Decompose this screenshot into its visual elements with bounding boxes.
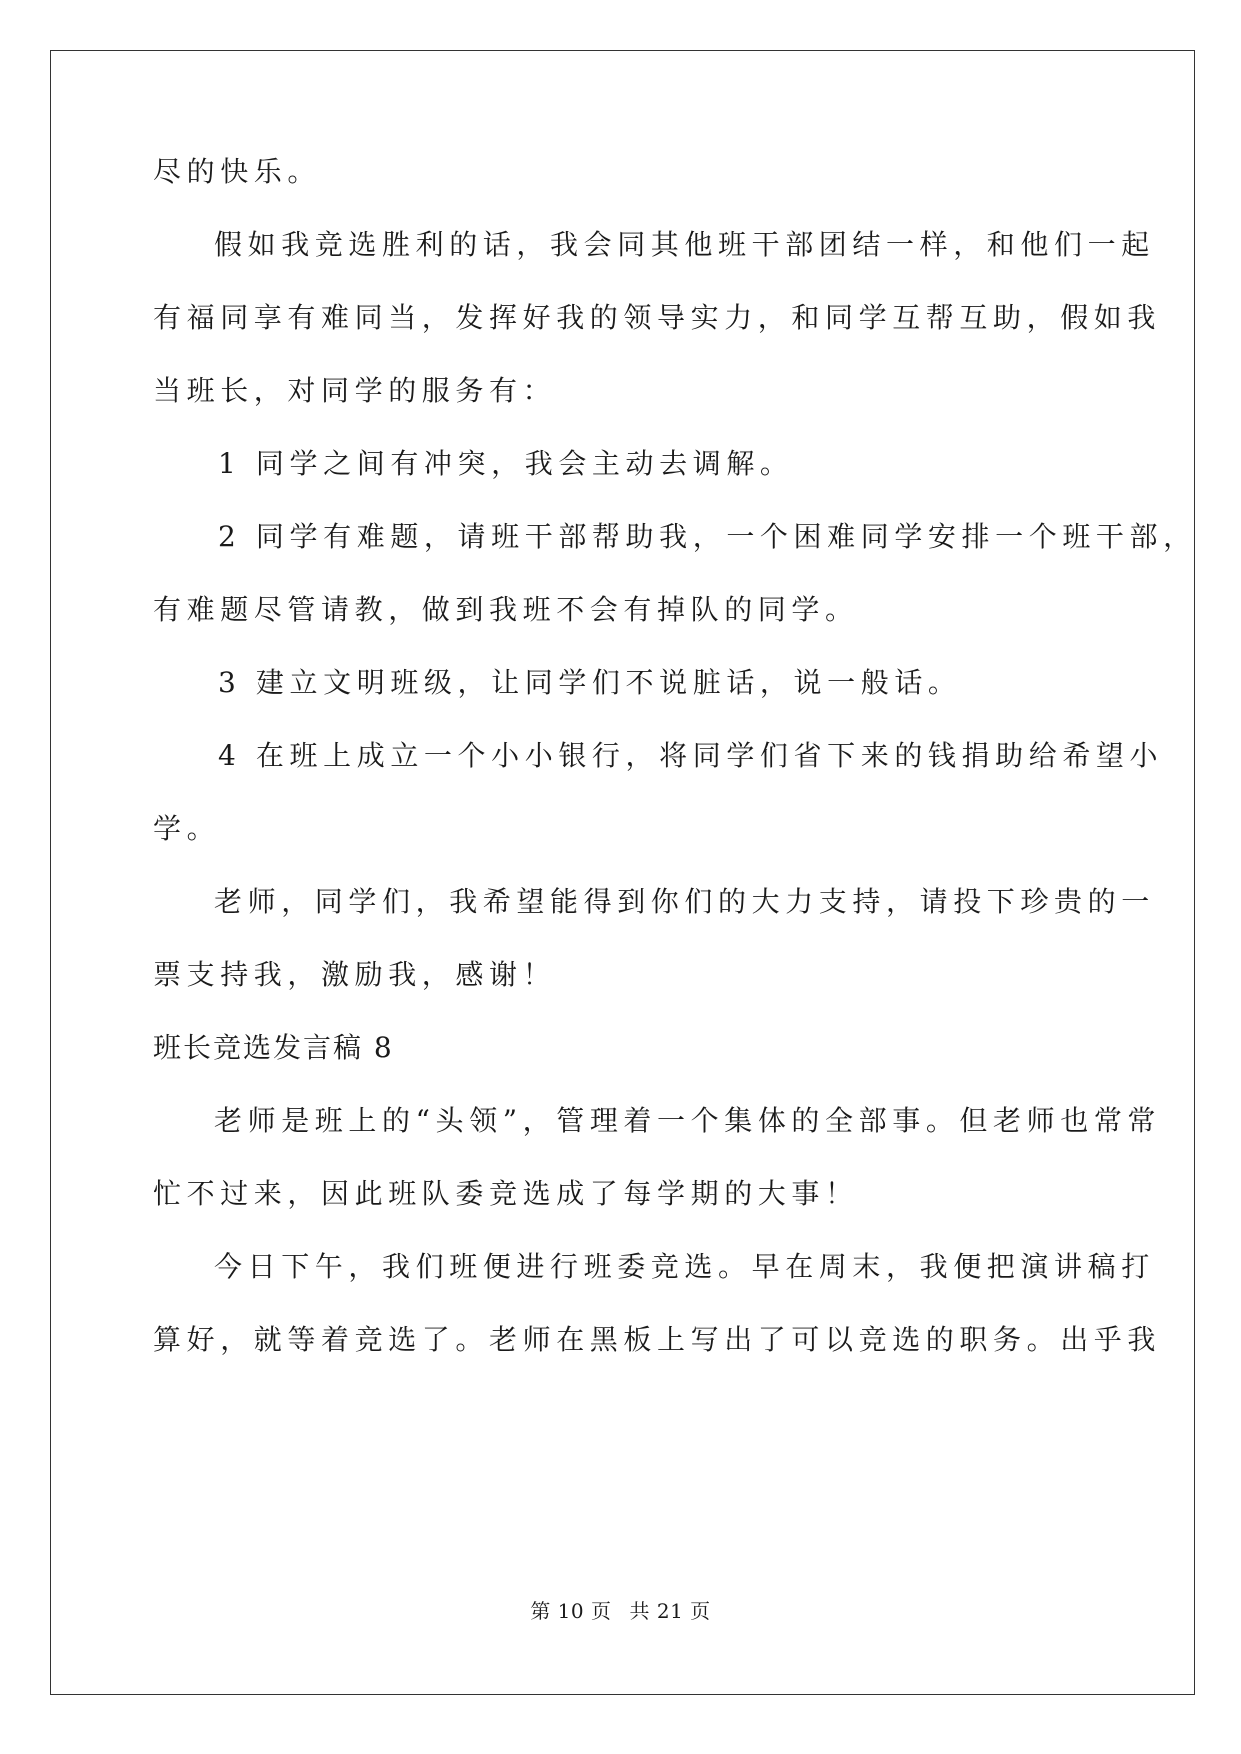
- text-line: 学。: [153, 812, 221, 845]
- list-item: 2 同学有难题，请班干部帮助我，一个困难同学安排一个班干部，: [218, 520, 1197, 553]
- text-line: 有难题尽管请教，做到我班不会有掉队的同学。: [153, 593, 859, 626]
- text-line: 忙不过来，因此班队委竞选成了每学期的大事！: [153, 1177, 859, 1210]
- text-line: 今日下午，我们班便进行班委竞选。早在周末，我便把演讲稿打: [214, 1250, 1155, 1283]
- section-heading: 班长竞选发言稿 8: [153, 1031, 394, 1064]
- text-line: 当班长，对同学的服务有：: [153, 374, 557, 407]
- list-item: 4 在班上成立一个小小银行，将同学们省下来的钱捐助给希望小: [218, 739, 1164, 772]
- page-total: 共 21 页: [629, 1599, 711, 1623]
- list-item: 3 建立文明班级，让同学们不说脏话，说一般话。: [218, 666, 962, 699]
- text-line: 假如我竞选胜利的话，我会同其他班干部团结一样，和他们一起: [214, 228, 1155, 261]
- text-line: 有福同享有难同当，发挥好我的领导实力，和同学互帮互助，假如我: [153, 301, 1162, 334]
- text-line: 老师是班上的“头领”，管理着一个集体的全部事。但老师也常常: [214, 1104, 1162, 1137]
- text-line: 算好，就等着竞选了。老师在黑板上写出了可以竞选的职务。出乎我: [153, 1323, 1162, 1356]
- text-line: 老师，同学们，我希望能得到你们的大力支持，请投下珍贵的一: [214, 885, 1155, 918]
- page-footer: [0, 1598, 1241, 1624]
- list-item: 1 同学之间有冲突，我会主动去调解。: [218, 447, 794, 480]
- text-line: 票支持我，激励我，感谢！: [153, 958, 557, 991]
- page-frame: [50, 50, 1195, 1695]
- page-number: 第 10 页: [530, 1599, 612, 1623]
- text-line: 尽的快乐。: [153, 155, 322, 188]
